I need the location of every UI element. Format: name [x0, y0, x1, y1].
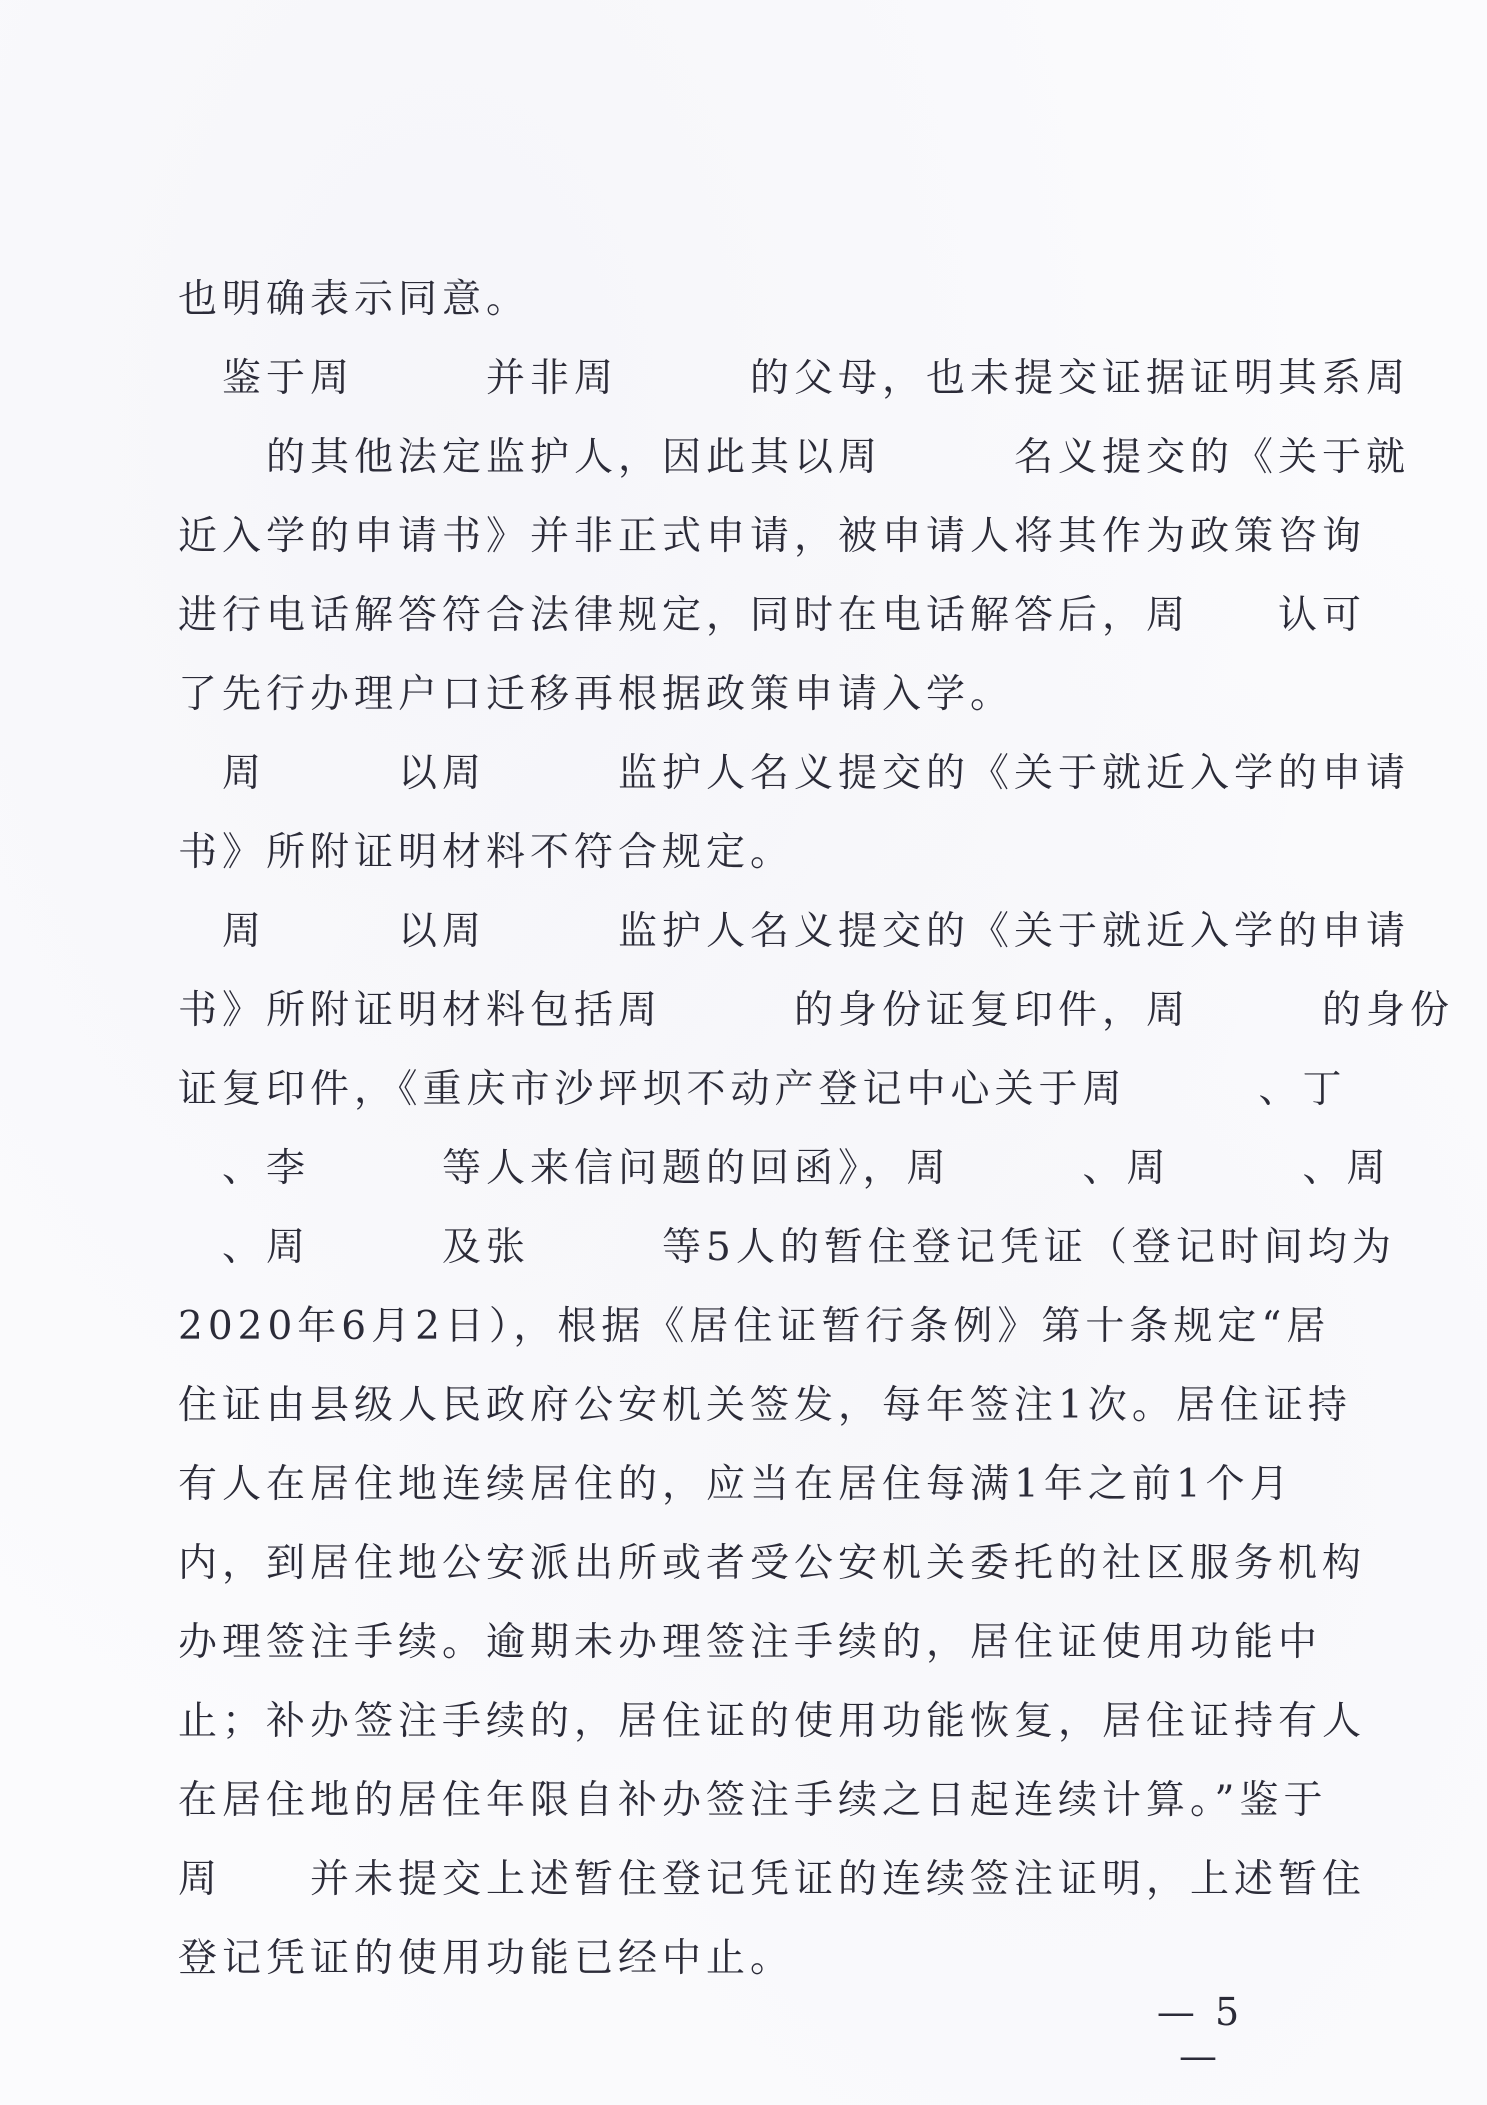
text-line: 住证由县级人民政府公安机关签发，每年签注1次。居住证持 — [178, 1383, 1352, 1428]
text-line: 止；补办签注手续的，居住证的使用功能恢复，居住证持有人 — [178, 1699, 1367, 1744]
text-line: 登记凭证的使用功能已经中止。 — [178, 1936, 795, 1981]
text-line: 书》所附证明材料不符合规定。 — [178, 830, 795, 875]
text-line: 证复印件，《重庆市沙坪坝不动产登记中心关于周 、丁 — [178, 1067, 1347, 1112]
text-line: 鉴于周 并非周 的父母，也未提交证据证明其系周 — [178, 356, 1411, 401]
text-line: 办理签注手续。逾期未办理签注手续的，居住证使用功能中 — [178, 1620, 1323, 1665]
text-line: 书》所附证明材料包括周 的身份证复印件，周 的身份 — [178, 988, 1455, 1033]
text-line: 在居住地的居住年限自补办签注手续之日起连续计算。”鉴于 — [178, 1778, 1328, 1823]
text-line: 周 并未提交上述暂住登记凭证的连续签注证明，上述暂住 — [178, 1857, 1367, 1902]
text-line: 周 以周 监护人名义提交的《关于就近入学的申请 — [178, 909, 1411, 954]
text-line: 2020年6月2日），根据《居住证暂行条例》第十条规定“居 — [178, 1304, 1331, 1349]
text-line: 内，到居住地公安派出所或者受公安机关委托的社区服务机构 — [178, 1541, 1367, 1586]
text-line: 、周 及张 等5人的暂住登记凭证（登记时间均为 — [178, 1225, 1396, 1270]
text-line: 、李 等人来信问题的回函》，周 、周 、周 — [178, 1146, 1391, 1191]
text-line: 近入学的申请书》并非正式申请，被申请人将其作为政策咨询 — [178, 514, 1367, 559]
text-line: 的其他法定监护人，因此其以周 名义提交的《关于就 — [178, 435, 1411, 480]
text-line: 了先行办理户口迁移再根据政策申请入学。 — [178, 672, 1015, 717]
document-body — [178, 260, 1455, 1998]
text-line: 进行电话解答符合法律规定，同时在电话解答后，周 认可 — [178, 593, 1367, 638]
page-number: — 5 — — [1156, 1990, 1244, 2078]
text-line: 有人在居住地连续居住的，应当在居住每满1年之前1个月 — [178, 1462, 1294, 1507]
text-line: 周 以周 监护人名义提交的《关于就近入学的申请 — [178, 751, 1411, 796]
text-line: 也明确表示同意。 — [178, 277, 531, 322]
